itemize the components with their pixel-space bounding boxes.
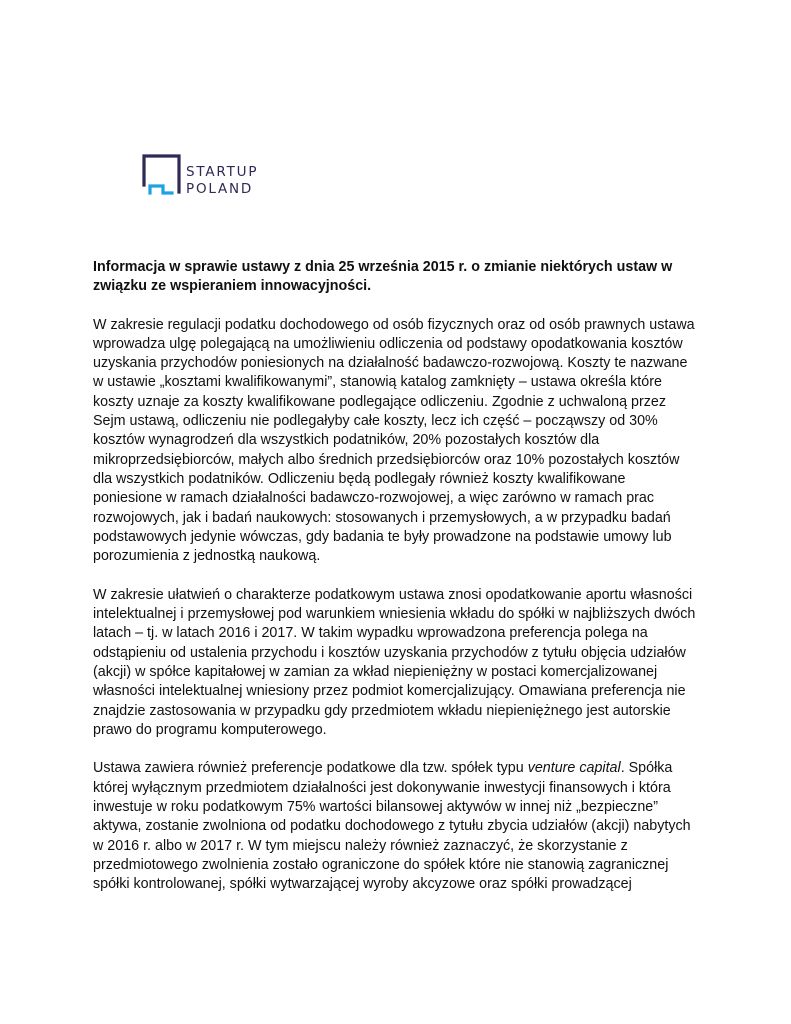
paragraph-rd-relief: W zakresie regulacji podatku dochodowego od osób fizycznych oraz od osób prawnych ustawa wprowadza ulgę polegającą na umożliwieniu odliczenia od podstawy opodatkowania kosztów uzyskania przychodów poniesionych na działalność badawczo-rozwojową. Koszty te nazwane w ustawie „kosztami kwalifikowanymi”, stanowią katalog zamknięty – ustawa określa które koszty uznaje za koszty kwalifikowane podlegające odliczeniu. Zgodnie z uchwaloną przez Sejm ustawą, odliczeniu nie podlegałyby całe koszty, lecz ich część – począwszy od 30% kosztów wynagrodzeń dla wszystkich podatników, 20% pozostałych kosztów dla mikroprzedsiębiorców, małych albo średnich przedsiębiorców oraz 10% pozostałych kosztów dla wszystkich podatników. Odliczeniu będą podlegały również koszty kwalifikowane poniesione w ramach działalności badawczo-rozwojowej, a więc zarówno w ramach prac rozwojowych, jak i badań naukowych: stosowanych i przemysłowych, a w przypadku badań podstawowych jedynie wówczas, gdy badania te były prowadzone na podstawie umowy lub porozumienia z jednostką naukową. [93, 316, 695, 565]
logo-text-line2: POLAND [186, 180, 254, 197]
paragraph-venture-capital-text-end: . Spółka której wyłącznym przedmiotem działalności jest dokonywanie inwestycji finansowych i która inwestuje w roku podatkowym 75% wartości bilansowej aktywów w innej niż „bezpieczne” aktywa, zostanie zwolniona od podatku dochodowego z tytułu zbycia udziałów (akcji) nabytych w 2016 r. albo w 2017 r. W tym miejscu należy również zaznaczyć, że skorzystanie z przedmiotowego zwolnienia zostało ograniczone do spółek które nie stanowią zagranicznej spółki kontrolowanej, spółki wytwarzającej wyroby akcyzowe oraz spółki prowadzącej [93, 760, 691, 893]
logo-wordmark [186, 164, 258, 197]
paragraph-venture-capital-text-start: Ustawa zawiera również preferencje podatkowe dla tzw. spółek typu [93, 760, 528, 777]
startup-poland-logo [141, 154, 271, 200]
startup-poland-logo-mark-icon [141, 154, 183, 196]
document-body [93, 258, 698, 914]
logo-text-line1: STARTUP [186, 164, 259, 180]
paragraph-venture-capital [93, 759, 698, 894]
paragraph-venture-capital-emphasis: venture capital [527, 760, 621, 777]
paragraph-ip-contribution: W zakresie ułatwień o charakterze podatkowym ustawa znosi opodatkowanie aportu własności intelektualnej i przemysłowej pod warunkiem wniesienia wkładu do spółki w najbliższych dwóch latach – tj. w latach 2016 i 2017. W takim wypadku wprowadzona preferencja polega na odstąpieniu od ustalenia przychodu i kosztów uzyskania przychodów z tytułu objęcia udziałów (akcji) w spółce kapitałowej w zamian za wkład niepieniężny w postaci komercjalizowanej własności intelektualnej wniesiony przez podmiot komercjalizujący. Omawiana preferencja nie znajdzie zastosowania w przypadku gdy przedmiotem wkładu niepieniężnego jest autorskie prawo do programu komputerowego. [93, 586, 696, 738]
document-title: Informacja w sprawie ustawy z dnia 25 września 2015 r. o zmianie niektórych ustaw w związku ze wspieraniem innowacyjności. [93, 259, 673, 295]
